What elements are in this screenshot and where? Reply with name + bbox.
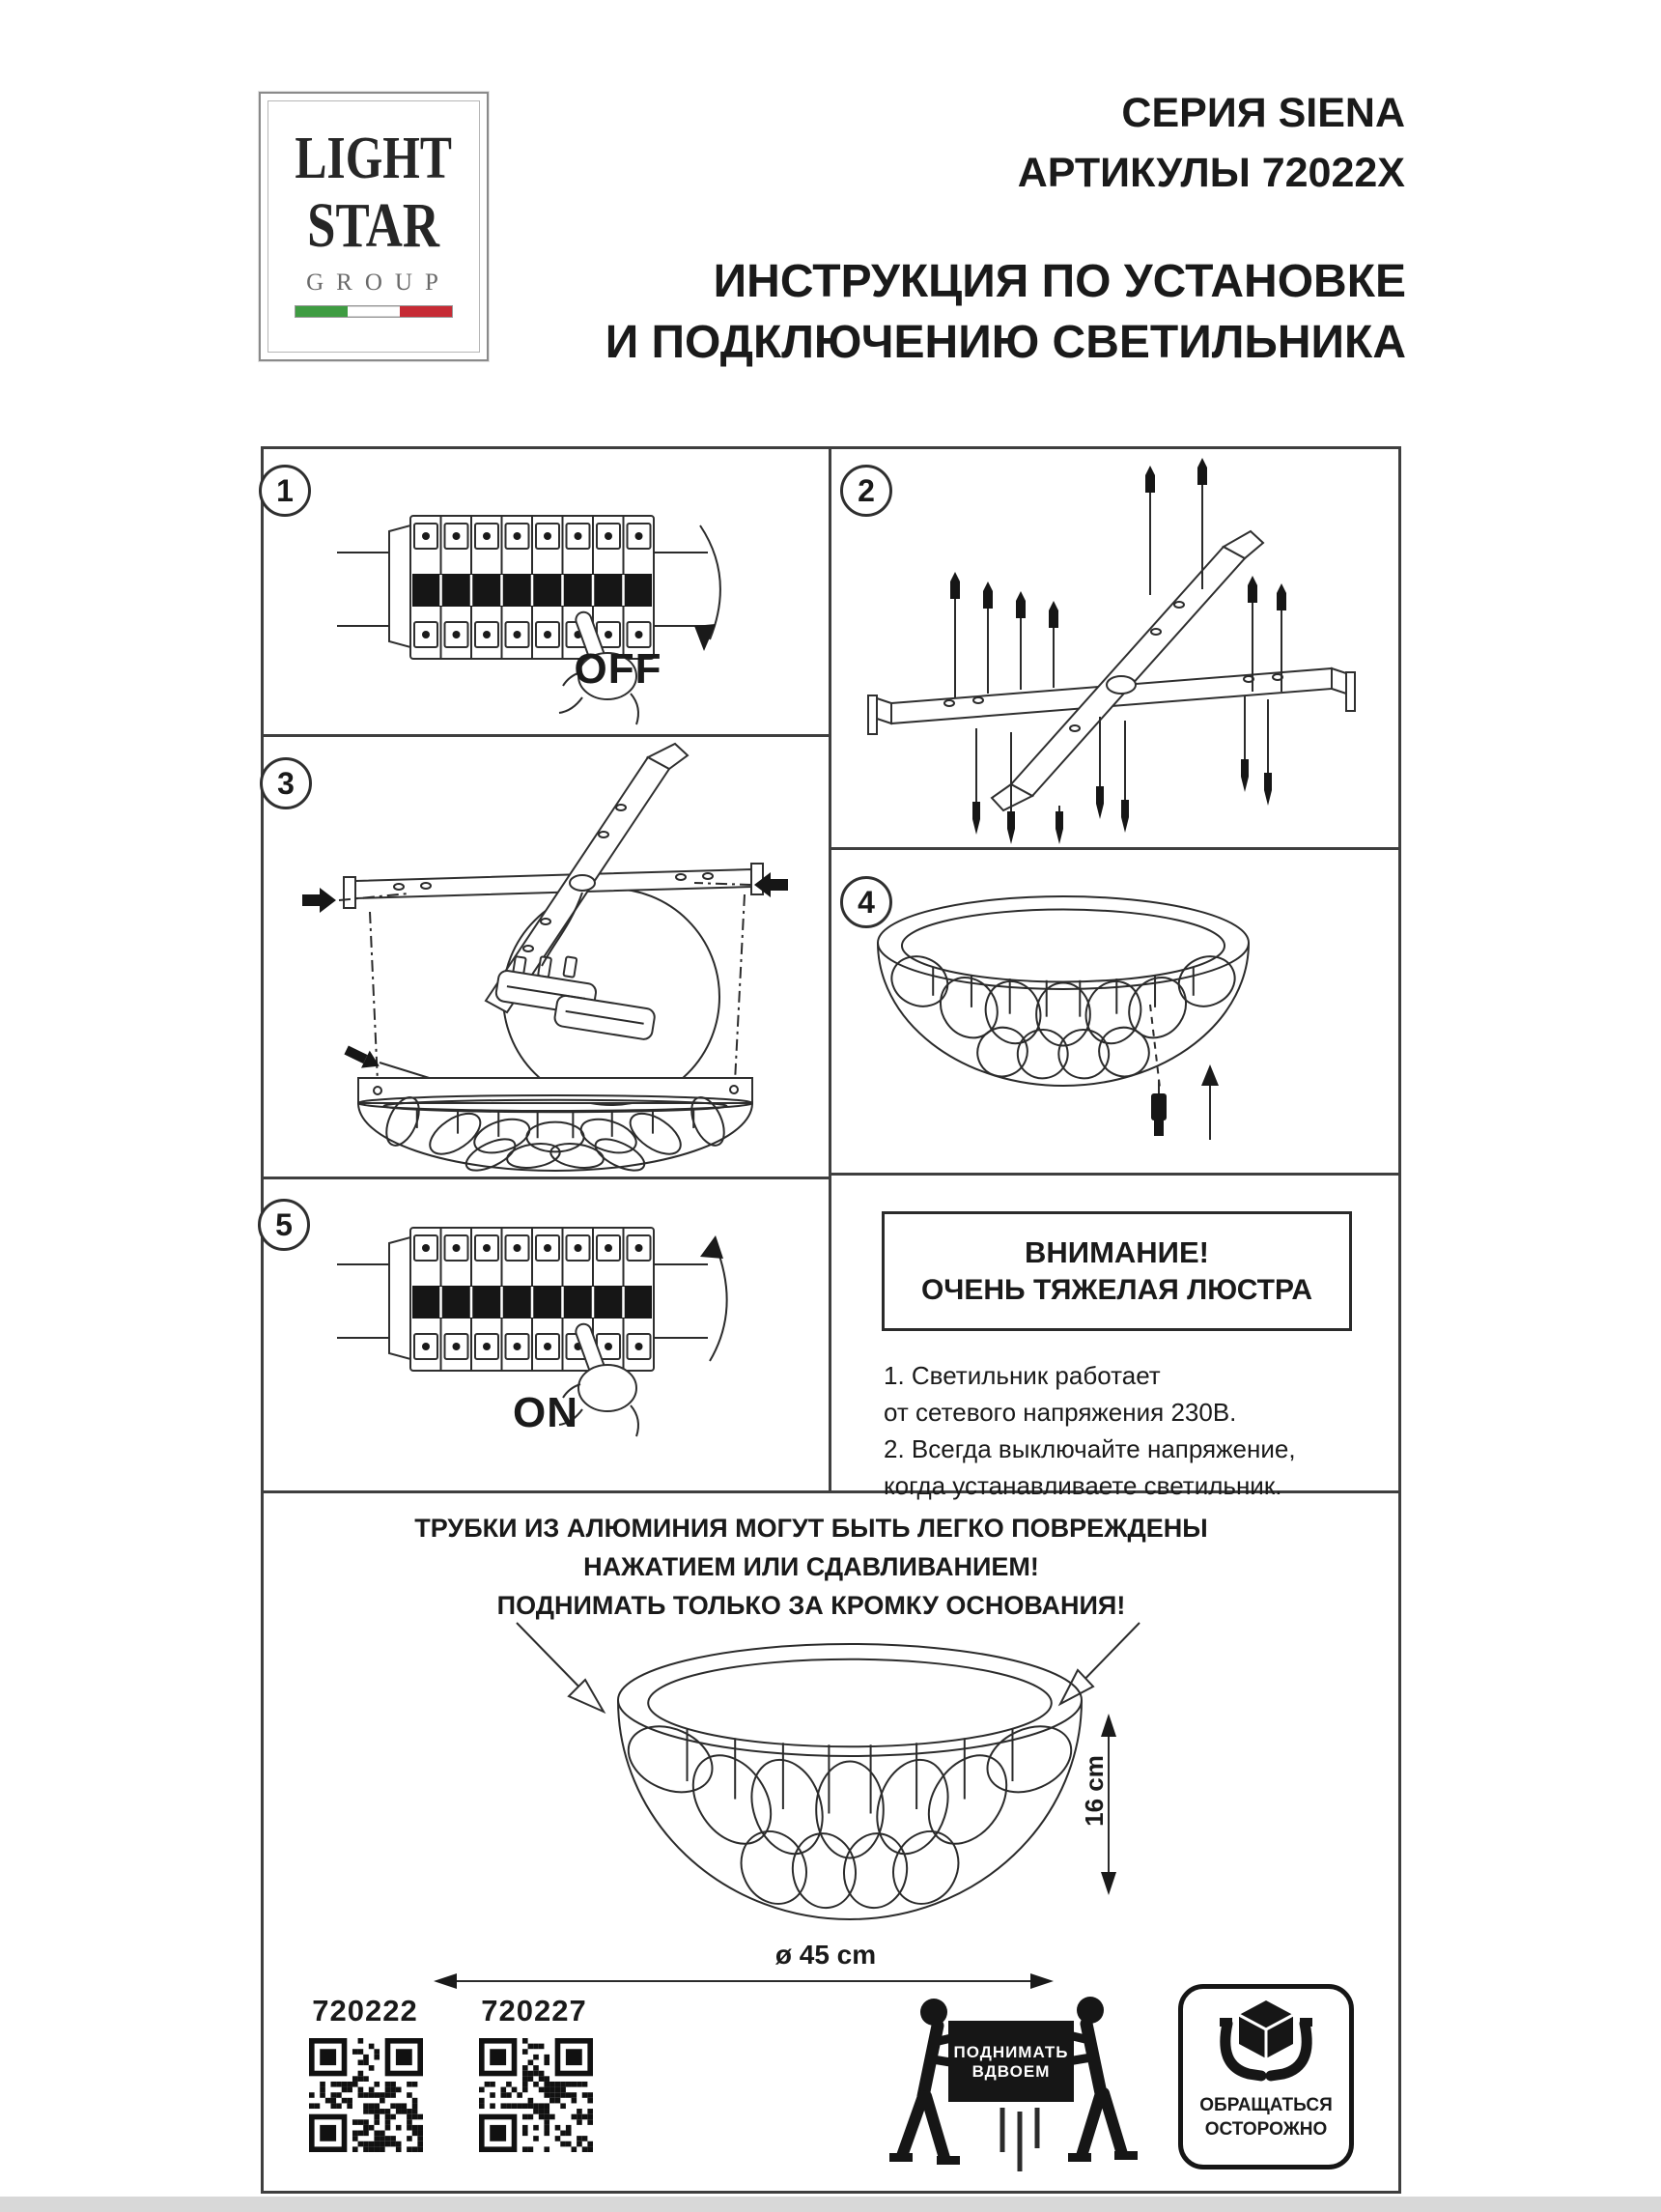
lift-sign (948, 2021, 1074, 2102)
motion-lines (1002, 2108, 1037, 2171)
attention-box (882, 1211, 1352, 1331)
screwdriver-icon (1150, 1005, 1167, 1136)
power-notes (884, 1357, 1386, 1504)
italian-flag-bar (295, 305, 453, 318)
scan-edge-strip (0, 2197, 1661, 2212)
circuit-breaker-drawing (337, 1228, 708, 1371)
height-label: 16 cm (1080, 1755, 1109, 1827)
rotate-arrow (700, 525, 720, 639)
step-5-breaker-on-diagram (264, 1179, 826, 1488)
step-3-hanging-diagram (264, 738, 826, 1174)
badge-line2: ОСТОРОЖНО (1204, 2119, 1328, 2140)
step-4-number: 4 (840, 876, 892, 928)
off-label: OFF (574, 645, 662, 693)
logo-word-group: GROUP (306, 269, 451, 296)
note-line: 1. Светильник работает (884, 1361, 1161, 1390)
diameter-label: ø 45 cm (774, 1940, 877, 1970)
sku-label-720222: 720222 (312, 1994, 418, 2028)
step-4-fixture-diagram (831, 850, 1395, 1170)
step-1-number: 1 (259, 465, 311, 517)
up-arrow (1201, 1064, 1219, 1140)
left-callout-arrow (517, 1623, 604, 1712)
manual-title-line1: ИНСТРУКЦИЯ ПО УСТАНОВКЕ (713, 256, 1406, 307)
handle-with-care-badge (1178, 1984, 1354, 2169)
mounting-screws (950, 458, 1286, 844)
step-5-number: 5 (258, 1199, 310, 1251)
lightstar-logo (259, 92, 489, 361)
chandelier-bowl-drawing-large (618, 1644, 1082, 1919)
badge-text (1199, 2093, 1332, 2141)
rotate-arrow-head (700, 1235, 723, 1259)
rotate-arrow (710, 1245, 727, 1361)
terminal-block (493, 947, 662, 1040)
lightstar-logo-inner (267, 100, 480, 353)
lift-sign-line1: ПОДНИМАТЬ (953, 2042, 1069, 2061)
series-title: СЕРИЯ SIENA (1121, 90, 1405, 136)
lift-sign-line2: ВДВОЕМ (971, 2061, 1051, 2081)
qr-code-720222 (309, 2038, 423, 2152)
tube-warning-line1: ТРУБКИ ИЗ АЛЮМИНИЯ МОГУТ БЫТЬ ЛЕГКО ПОВРЕЖДЕНЫ (414, 1514, 1208, 1543)
divider-step4-attention (829, 1173, 1401, 1176)
flag-red (400, 306, 452, 317)
attention-title: ВНИМАНИЕ! (1025, 1235, 1209, 1269)
bracket-flange-right-face (1346, 672, 1355, 711)
step-2-number: 2 (840, 465, 892, 517)
divider-step1-step3 (261, 734, 831, 737)
bracket-flange-left (344, 877, 355, 908)
badge-line1: ОБРАЩАТЬСЯ (1199, 2095, 1333, 2115)
flag-white (348, 306, 400, 317)
right-callout-arrow (1060, 1623, 1140, 1704)
tube-warning-line3: ПОДНИМАТЬ ТОЛЬКО ЗА КРОМКУ ОСНОВАНИЯ! (496, 1591, 1126, 1620)
bracket-hub (1107, 676, 1136, 694)
side-screw-right (694, 872, 788, 1082)
chandelier-bowl-drawing (358, 1092, 752, 1174)
hands-holding-box-icon (1208, 1999, 1324, 2087)
flag-green (296, 306, 348, 317)
logo-word-light: LIGHT (295, 126, 453, 191)
logo-word-star: STAR (307, 190, 440, 261)
bracket-bar-diagonal (1011, 547, 1245, 796)
step-3-number: 3 (260, 757, 312, 809)
circuit-breaker-drawing (337, 516, 708, 659)
qr-code-720227 (479, 2038, 593, 2152)
manual-title-line2: И ПОДКЛЮЧЕНИЮ СВЕТИЛЬНИКА (605, 317, 1406, 368)
articles-title: АРТИКУЛЫ 72022X (1017, 150, 1405, 196)
chandelier-bowl-drawing (878, 896, 1249, 1086)
bracket-flange-left-face (868, 695, 877, 734)
bracket-bar-horizontal (355, 869, 751, 898)
note-line: от сетевого напряжения 230В. (884, 1398, 1237, 1427)
note-line: 2. Всегда выключайте напряжение, (884, 1434, 1296, 1463)
bracket-hub (570, 875, 595, 891)
note-line: когда устанавливаете светильник. (884, 1471, 1282, 1500)
tube-warning-line2: НАЖАТИЕМ ИЛИ СДАВЛИВАНИЕМ! (583, 1552, 1039, 1581)
step-2-bracket-diagram (831, 450, 1395, 844)
attention-subtitle: ОЧЕНЬ ТЯЖЕЛАЯ ЛЮСТРА (920, 1274, 1313, 1306)
on-label: ON (513, 1389, 578, 1436)
sku-label-720227: 720227 (481, 1994, 587, 2028)
